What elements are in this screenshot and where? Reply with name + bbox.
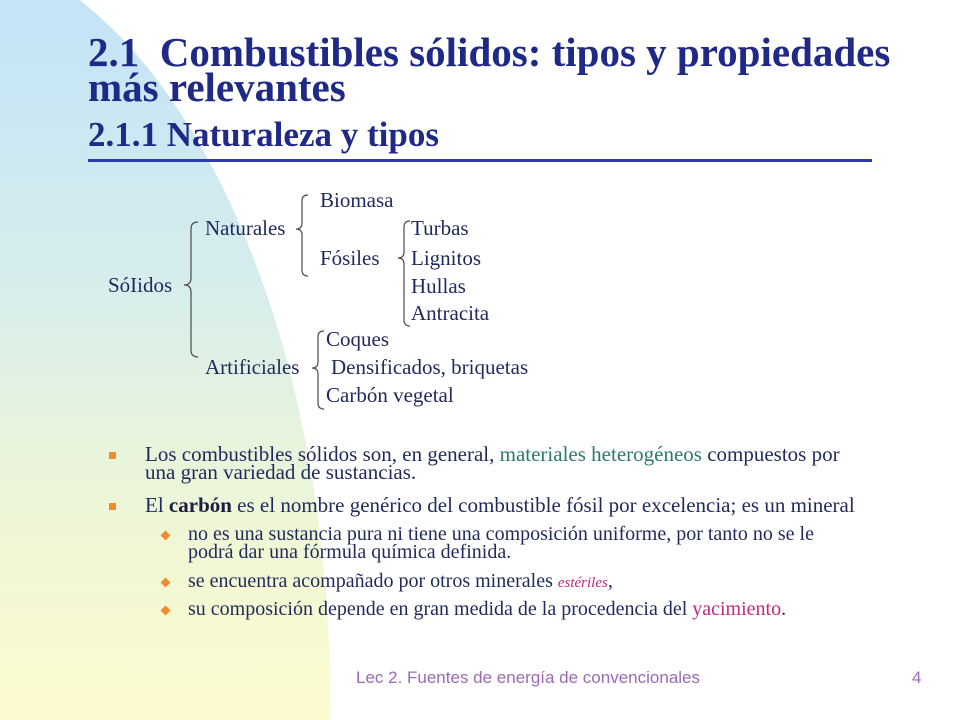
sub-bullet-2-line-1 — [188, 572, 613, 592]
tree-naturales: Naturales — [205, 216, 286, 240]
sub-bullet-3-line-1 — [188, 600, 786, 618]
bullet-1-text — [145, 442, 840, 484]
sub-bullet-1-text — [188, 525, 814, 561]
sub-bullet-1-line-2: podrá dar una fórmula química definida. — [188, 541, 512, 563]
bullet-2-text-a: El — [145, 493, 169, 517]
brace-solidos — [184, 222, 198, 357]
bullet-1-text-a: Los combustibles sólidos son, en general, — [145, 442, 500, 466]
bullet-2-text — [145, 493, 855, 517]
tree-artificiales: Artificiales — [205, 355, 300, 379]
sub-bullet-3-text-b: . — [781, 598, 787, 620]
tree-fosil-item: Turbas — [411, 216, 469, 240]
sub-bullet-3-text-a: su composición depende en gran medida de la procedencia del — [188, 598, 693, 620]
sub-bullet-2-emphasis: estériles — [557, 575, 608, 591]
tree-biomasa: Biomasa — [320, 188, 394, 212]
sub-bullet-2-text — [188, 572, 613, 592]
slide-title-line-1: 2.1 Combustibles sólidos: tipos y propiedades — [88, 29, 891, 75]
brace-fosiles — [398, 221, 410, 326]
bullet-1-text-b: compuestos por — [701, 442, 840, 466]
sub-bullet-2-text-a: se encuentra acompañado por otros minerales — [188, 570, 558, 592]
tree-root-solidos: SóIidos — [108, 273, 173, 297]
slide-title-line-2: más relevantes — [88, 64, 346, 110]
sub-bullet-1-line-1: no es una sustancia pura ni tiene una composición uniforme, por tanto no se le — [188, 523, 814, 545]
bullet-2-text-b: es el nombre genérico del combustible fósil por excelencia; es un mineral — [231, 493, 855, 517]
page-number: 4 — [912, 668, 922, 687]
square-bullet-icon — [109, 503, 116, 510]
tree-fosil-item: Hullas — [411, 274, 466, 298]
slide-subtitle: 2.1.1 Naturaleza y tipos — [88, 115, 439, 154]
brace-artificiales — [312, 331, 324, 409]
bullet-2-line-1 — [145, 493, 855, 517]
footer-text: Lec 2. Fuentes de energía de convencionales — [355, 668, 701, 687]
title-underline — [88, 159, 872, 162]
tree-fosil-item: Lignitos — [411, 246, 482, 270]
tree-artificial-item: Carbón vegetal — [326, 383, 454, 407]
bullet-1-line-2: una gran variedad de sustancias. — [145, 460, 417, 484]
square-bullet-icon — [109, 452, 116, 459]
tree-artificial-item: Densificados, briquetas — [331, 355, 529, 379]
sub-bullet-3-emphasis: yacimiento — [692, 598, 782, 620]
sub-bullet-2-text-b: , — [607, 570, 613, 592]
bullet-2-bold: carbón — [168, 493, 232, 517]
tree-fosil-item: Antracita — [411, 301, 490, 325]
tree-fosiles: Fósiles — [320, 246, 380, 270]
tree-artificial-item: Coques — [326, 327, 389, 351]
brace-naturales — [296, 195, 308, 276]
bullet-1-highlight: materiales heterogéneos — [499, 442, 702, 466]
sub-bullet-3-text — [188, 600, 786, 618]
